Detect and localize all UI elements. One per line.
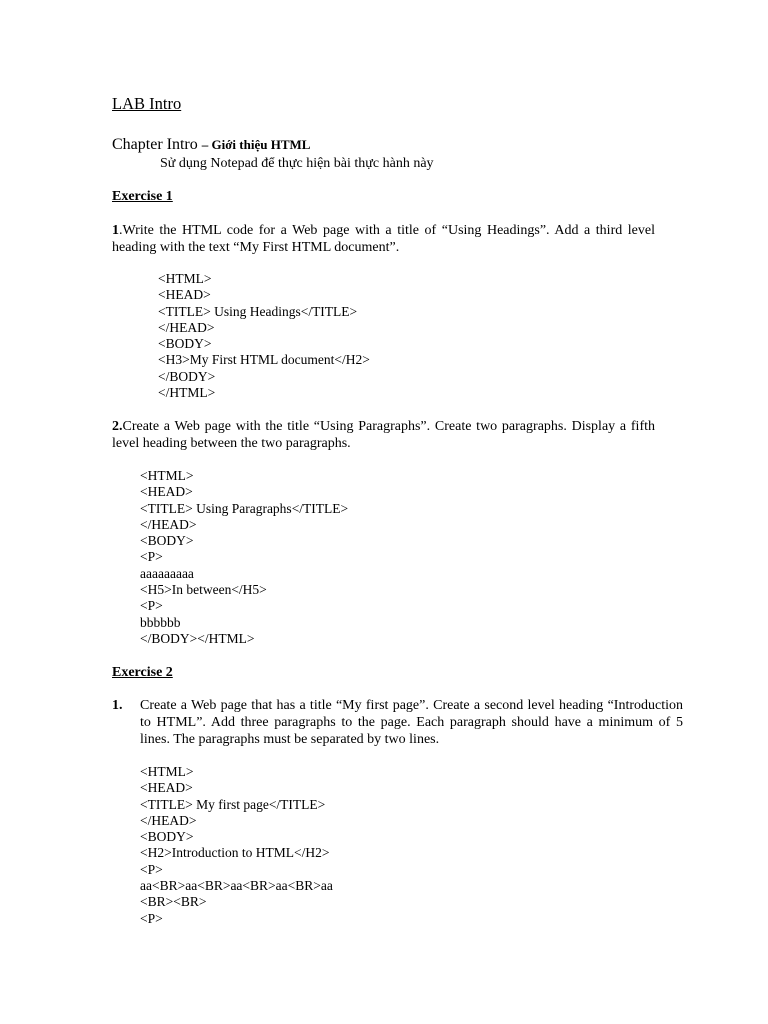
code-line: bbbbbb <box>140 614 181 630</box>
code-line: aa<BR>aa<BR>aa<BR>aa<BR>aa <box>140 878 333 894</box>
code-line: aaaaaaaaa <box>140 565 194 581</box>
code-line: <P> <box>140 598 163 614</box>
code-line: <TITLE> Using Paragraphs</TITLE> <box>140 500 349 516</box>
code-line: <HEAD> <box>140 484 193 500</box>
task-number: 2. <box>112 419 123 434</box>
chapter-subtitle: – Giới thiệu HTML <box>201 137 311 152</box>
code-block <box>140 764 333 927</box>
chapter-title: Chapter Intro <box>112 136 198 153</box>
code-line: <BODY> <box>158 336 212 352</box>
code-line: </HEAD> <box>140 516 197 532</box>
exercise-1-task-2 <box>112 418 655 452</box>
code-line: <H2>Introduction to HTML</H2> <box>140 845 330 861</box>
exercise-2-heading: Exercise 2 <box>112 665 173 680</box>
code-line: <BR><BR> <box>140 894 207 910</box>
task-text: Create a Web page that has a title “My first page”. Create a second level heading “Introduction to HTML”. Add three paragraphs to the page. Each paragraph should have a minimum of 5 lines. The paragraphs must be separated by two lines. <box>140 698 683 747</box>
chapter-intro: Sử dụng Notepad để thực hiện bài thực hành này <box>160 156 434 171</box>
code-line: </HEAD> <box>140 812 197 828</box>
code-line: </BODY> <box>158 368 216 384</box>
task-text: Create a Web page with the title “Using Paragraphs”. Create two paragraphs. Display a fifth level heading between the two paragraphs. <box>112 419 655 451</box>
code-line: <HEAD> <box>158 287 211 303</box>
code-line: <P> <box>140 861 163 877</box>
code-line: <BODY> <box>140 533 194 549</box>
code-line: <HEAD> <box>140 780 193 796</box>
code-line: </BODY></HTML> <box>140 630 255 646</box>
code-line: <BODY> <box>140 829 194 845</box>
code-line: <P> <box>140 910 163 926</box>
code-line: <TITLE> My first page</TITLE> <box>140 796 326 812</box>
task-text: .Write the HTML code for a Web page with a title of “Using Headings”. Add a third level heading with the text “My First HTML document”. <box>112 223 655 255</box>
exercise-1-task-1 <box>112 222 655 256</box>
code-line: <TITLE> Using Headings</TITLE> <box>158 303 358 319</box>
code-line: <H5>In between</H5> <box>140 582 267 598</box>
code-block <box>158 271 370 401</box>
code-line: <P> <box>140 549 163 565</box>
task-number: 1. <box>112 698 123 713</box>
exercise-1-heading: Exercise 1 <box>112 189 173 204</box>
document-title: LAB Intro <box>112 94 182 113</box>
code-line: </HEAD> <box>158 319 215 335</box>
chapter-heading <box>112 136 310 154</box>
code-line: <HTML> <box>140 764 194 779</box>
task-number: 1 <box>112 223 119 238</box>
code-line: <HTML> <box>140 468 194 483</box>
code-block <box>140 468 348 647</box>
exercise-2-task-1 <box>112 697 683 748</box>
code-line: </HTML> <box>158 385 216 401</box>
code-line: <HTML> <box>158 271 212 286</box>
code-line: <H3>My First HTML document</H2> <box>158 352 370 368</box>
